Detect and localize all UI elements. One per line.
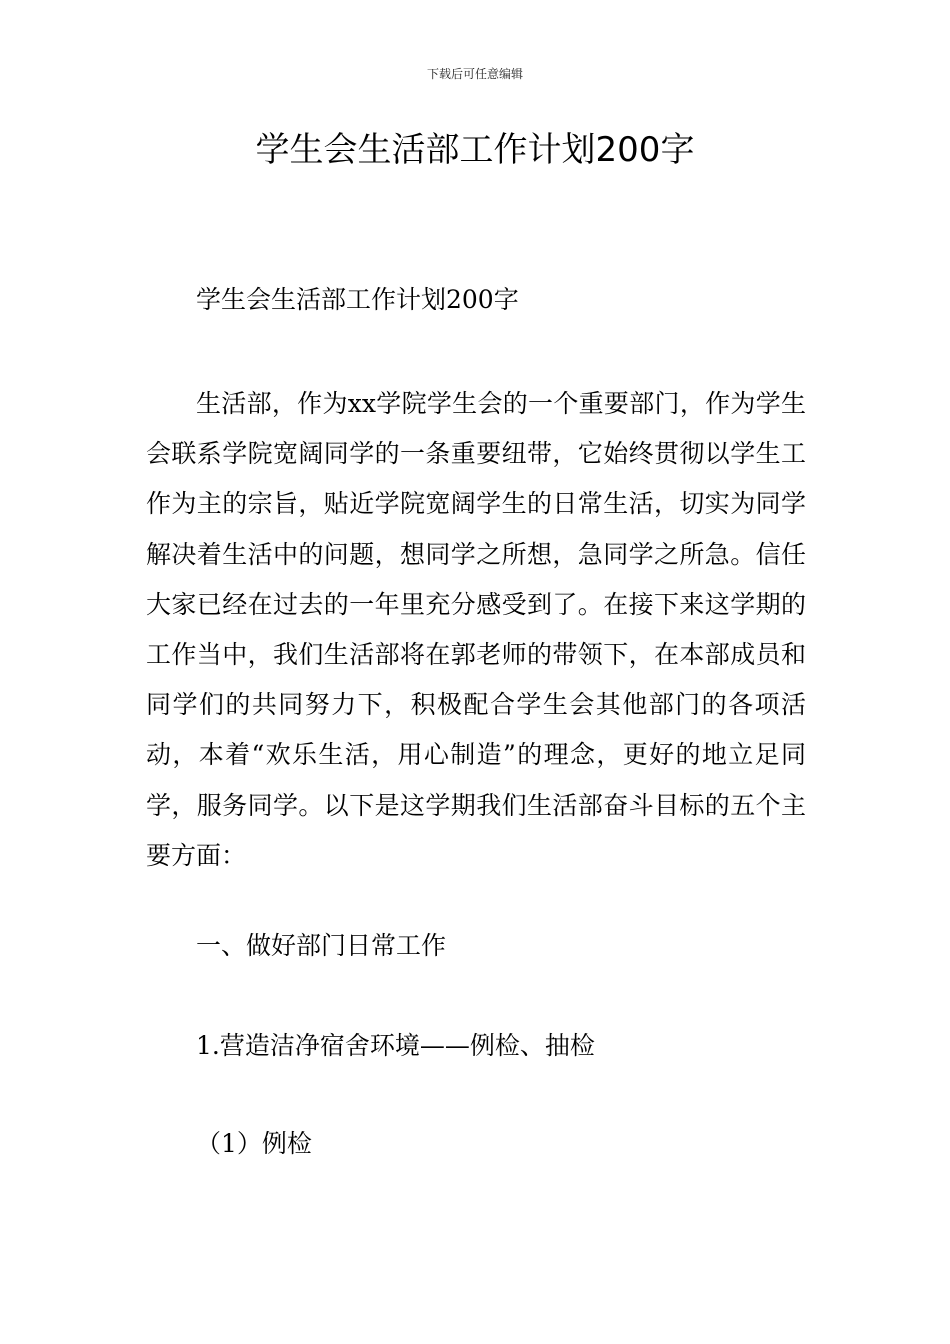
item-heading: 1.营造洁净宿舍环境——例检、抽检 — [196, 1031, 595, 1060]
document-title: 学生会生活部工作计划200字 — [255, 130, 695, 170]
section-heading: 一、做好部门日常工作 — [196, 931, 447, 960]
header-note: 下载后可任意编辑 — [426, 67, 523, 81]
document-subtitle: 学生会生活部工作计划200字 — [196, 285, 519, 314]
intro-paragraph: 生活部，作为xx学院学生会的一个重要部门，作为学生会联系学院宽阔同学的一条重要纽带，它始终贯彻以学生工作为主的宗旨，贴近学院宽阔学生的日常生活，切实为同学解决着生活中的问题，想同学之所想，急同学之所急。信任大家已经在过去的一年里充分感受到了。在接下来这学期的工作当中，我们生活部将在郭老师的带领下，在本部成员和同学们的共同努力下，积极配合学生会其他部门的各项活动，本着“欢乐生活，用心制造”的理念，更好的地立足同学，服务同学。以下是这学期我们生活部奋斗目标的五个主要方面： — [146, 389, 806, 870]
sub-item-heading: （1）例检 — [196, 1129, 312, 1158]
